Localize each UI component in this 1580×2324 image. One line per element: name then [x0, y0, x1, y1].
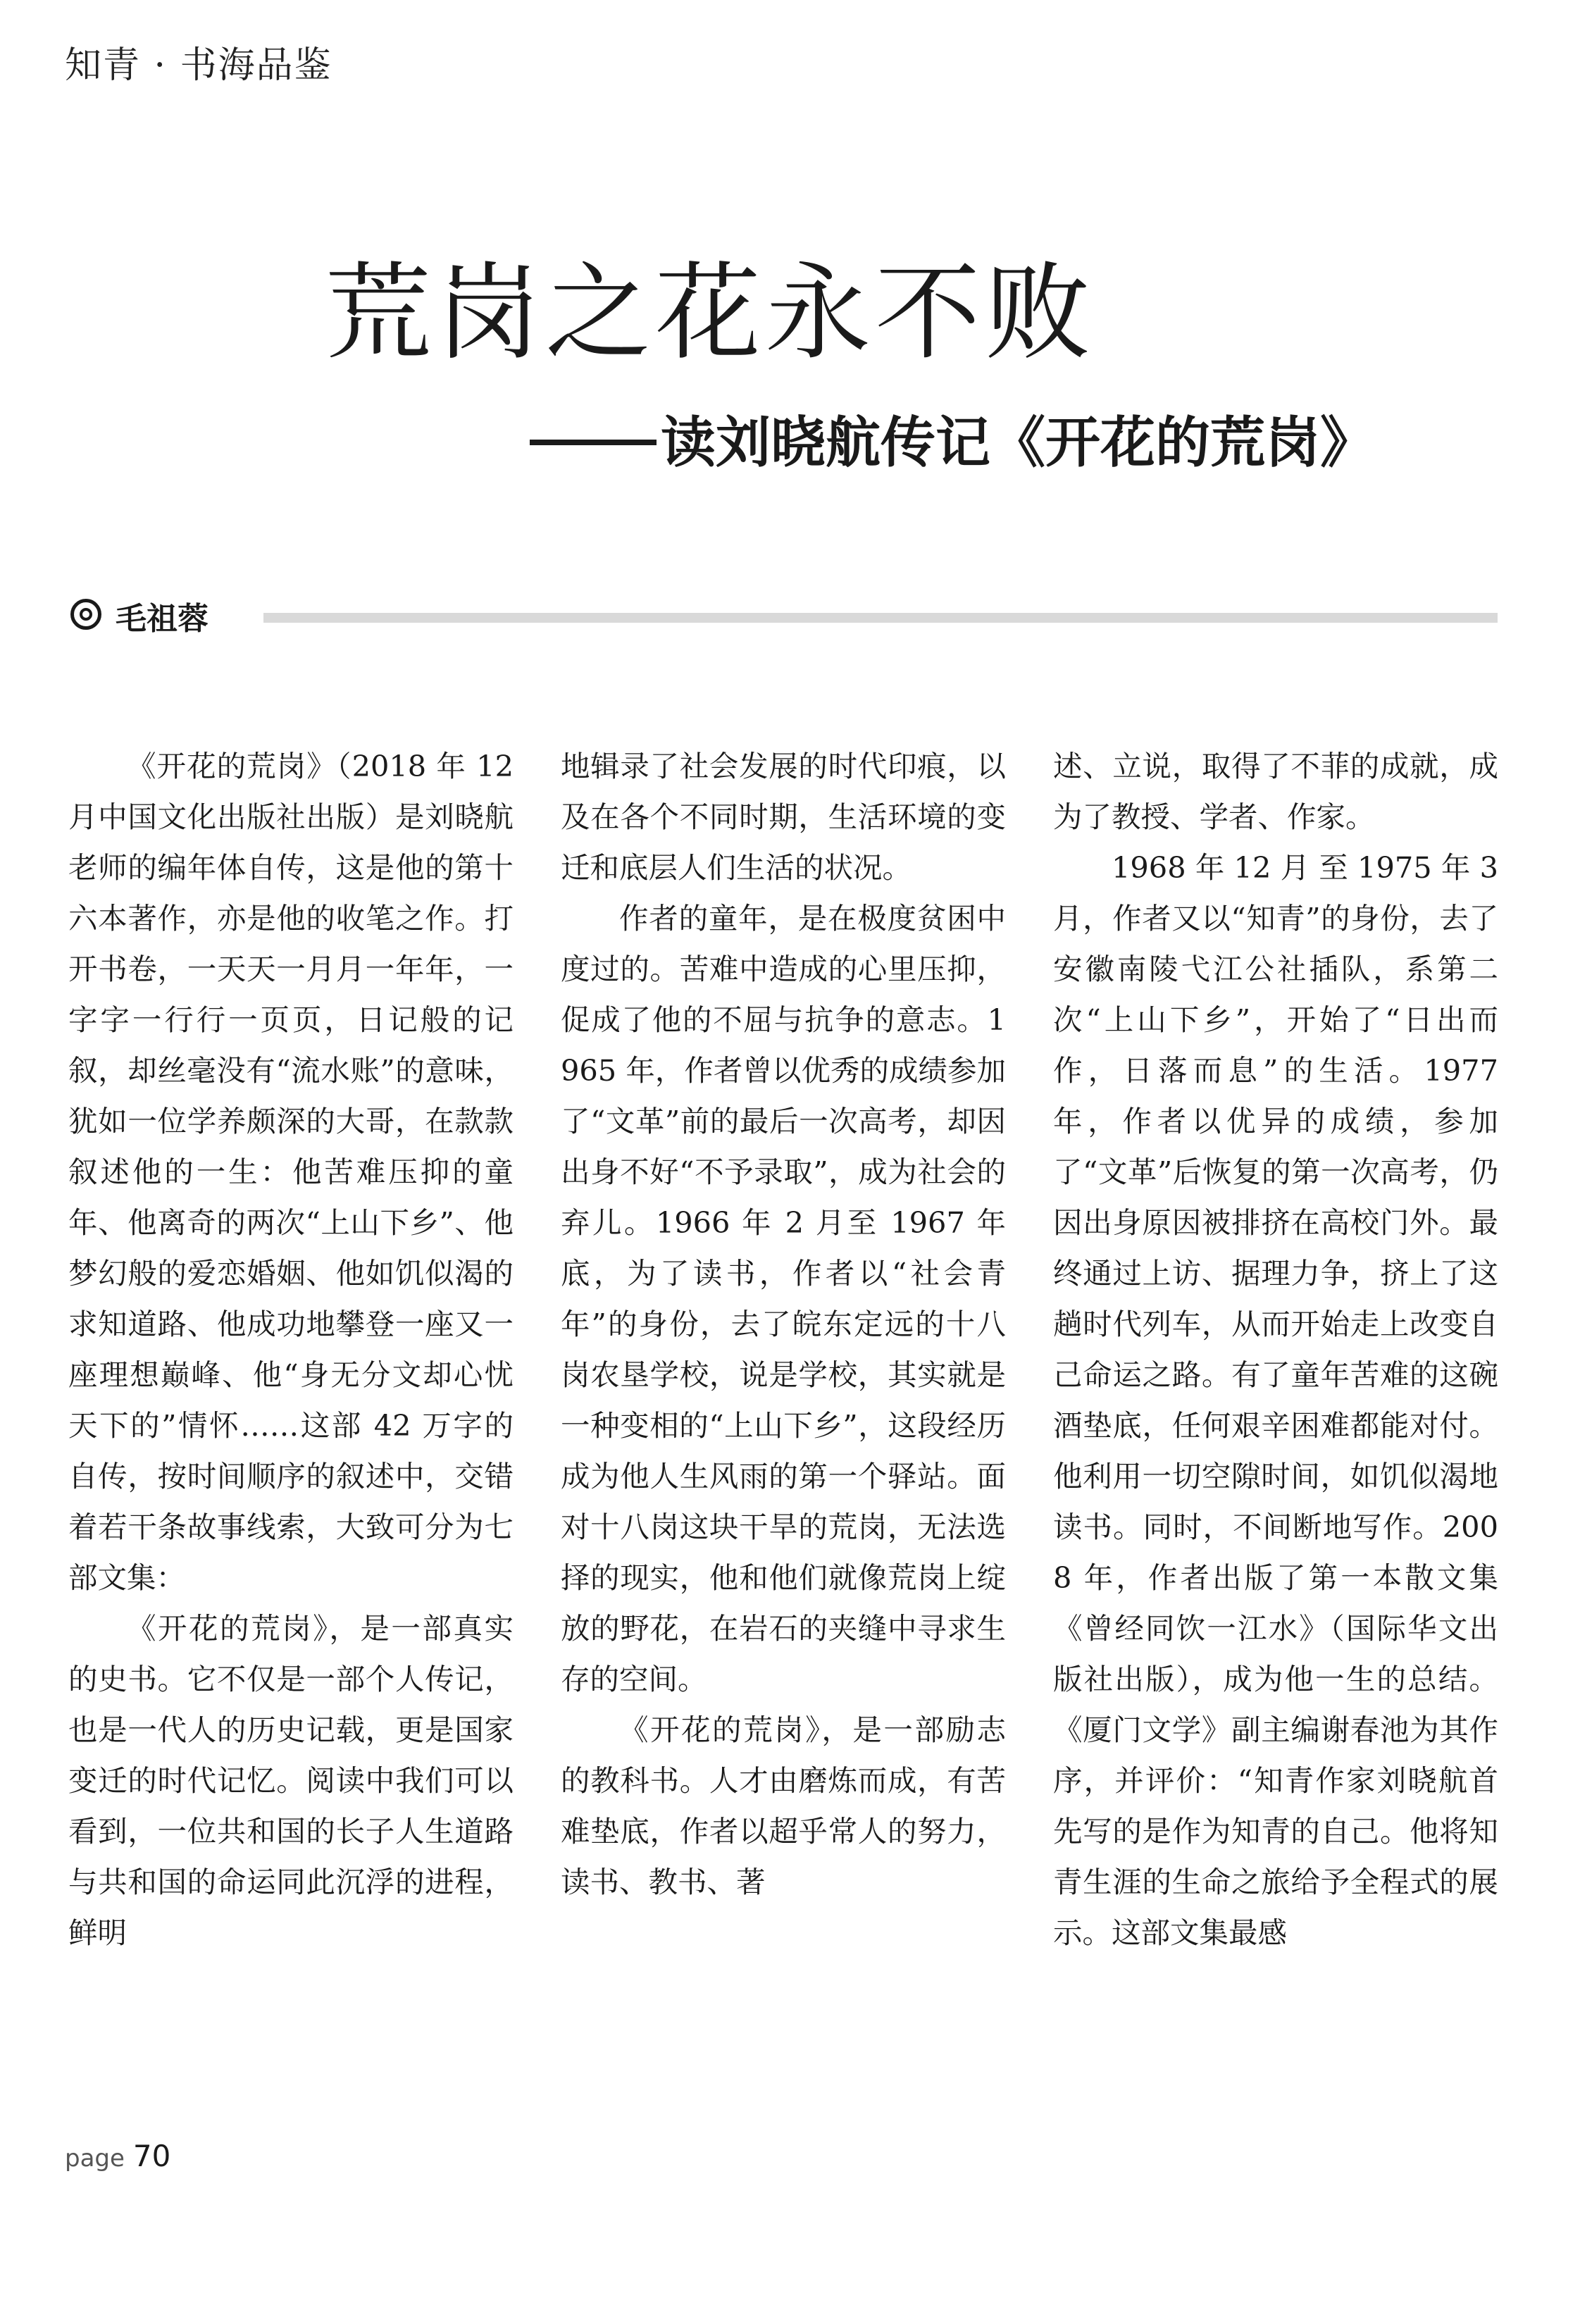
- text-column-2: [561, 741, 1006, 1908]
- paragraph: 作者的童年，是在极度贫困中度过的。苦难中造成的心里压抑，促成了他的不屈与抗争的意志。1965 年，作者曾以优秀的成绩参加了“文革”前的最后一次高考，却因出身不好“不予录取”，成为社会的弃儿。1966 年 2 月至 1967 年底，为了读书，作者以“社会青年”的身份，去了皖东定远的十八岗农垦学校，说是学校，其实就是一种变相的“上山下乡”，这段经历成为他人生风雨的第一个驿站。面对十八岗这块干旱的荒岗，无法选择的现实，他和他们就像荒岗上绽放的野花，在岩石的夹缝中寻求生存的空间。: [561, 901, 1006, 1696]
- section-header: 知青 · 书海品鉴: [65, 44, 332, 87]
- double-circle-icon: [70, 599, 101, 630]
- text-column-3: [1053, 741, 1498, 1958]
- page-footer: [65, 2139, 170, 2173]
- paragraph: 《开花的荒岗》，是一部真实的史书。它不仅是一部个人传记，也是一代人的历史记载，更是国家变迁的时代记忆。阅读中我们可以看到，一位共和国的长子人生道路与共和国的命运同此沉浮的进程，鲜明: [68, 1611, 514, 1950]
- paragraph: 《开花的荒岗》，是一部励志的教科书。人才由磨炼而成，有苦难垫底，作者以超乎常人的努力，读书、教书、著: [561, 1713, 1006, 1899]
- page-label: page: [65, 2144, 125, 2173]
- author-divider: [263, 613, 1498, 623]
- paragraph: 述、立说，取得了不菲的成就，成为了教授、学者、作家。: [1053, 749, 1498, 834]
- text-column-1: [68, 741, 514, 1958]
- author-row: [65, 590, 1516, 647]
- article-subtitle-text: 读刘晓航传记《开花的荒岗》: [661, 411, 1376, 475]
- article-title: 荒岗之花永不败: [325, 252, 1095, 375]
- author-name: 毛祖蓉: [116, 601, 209, 637]
- subtitle-dash: [530, 440, 657, 445]
- paragraph: 《开花的荒岗》（2018 年 12 月中国文化出版社出版）是刘晓航老师的编年体自传，这是他的第十六本著作，亦是他的收笔之作。打开书卷，一天天一月月一年年，一字字一行行一页页，日记般的记叙，却丝毫没有“流水账”的意味，犹如一位学养颇深的大哥，在款款叙述他的一生：他苦难压抑的童年、他离奇的两次“上山下乡”、他梦幻般的爱恋婚姻、他如饥似渴的求知道路、他成功地攀登一座又一座理想巅峰、他“身无分文却心忧天下的”情怀……这部 42 万字的自传，按时间顺序的叙述中，交错着若干条故事线索，大致可分为七部文集：: [68, 749, 514, 1595]
- paragraph: 1968 年 12 月 至 1975 年 3 月，作者又以“知青”的身份，去了安徽南陵弋江公社插队，系第二次“上山下乡”，开始了“日出而作，日落而息”的生活。1977 年，作者以优异的成绩，参加了“文革”后恢复的第一次高考，仍因出身原因被排挤在高校门外。最终通过上访、据理力争，挤上了这趟时代列车，从而开始走上改变自己命运之路。有了童年苦难的这碗酒垫底，任何艰辛困难都能对付。他利用一切空隙时间，如饥似渴地读书。同时，不间断地写作。2008 年，作者出版了第一本散文集《曾经同饮一江水》（国际华文出版社出版），成为他一生的总结。《厦门文学》副主编谢春池为其作序，并评价：“知青作家刘晓航首先写的是作为知青的自己。他将知青生涯的生命之旅给予全程式的展示。这部文集最感: [1053, 850, 1498, 1950]
- article-subtitle: [530, 411, 1376, 475]
- page-number: 70: [132, 2139, 171, 2173]
- paragraph: 地辑录了社会发展的时代印痕，以及在各个不同时期，生活环境的变迁和底层人们生活的状况。: [561, 749, 1006, 885]
